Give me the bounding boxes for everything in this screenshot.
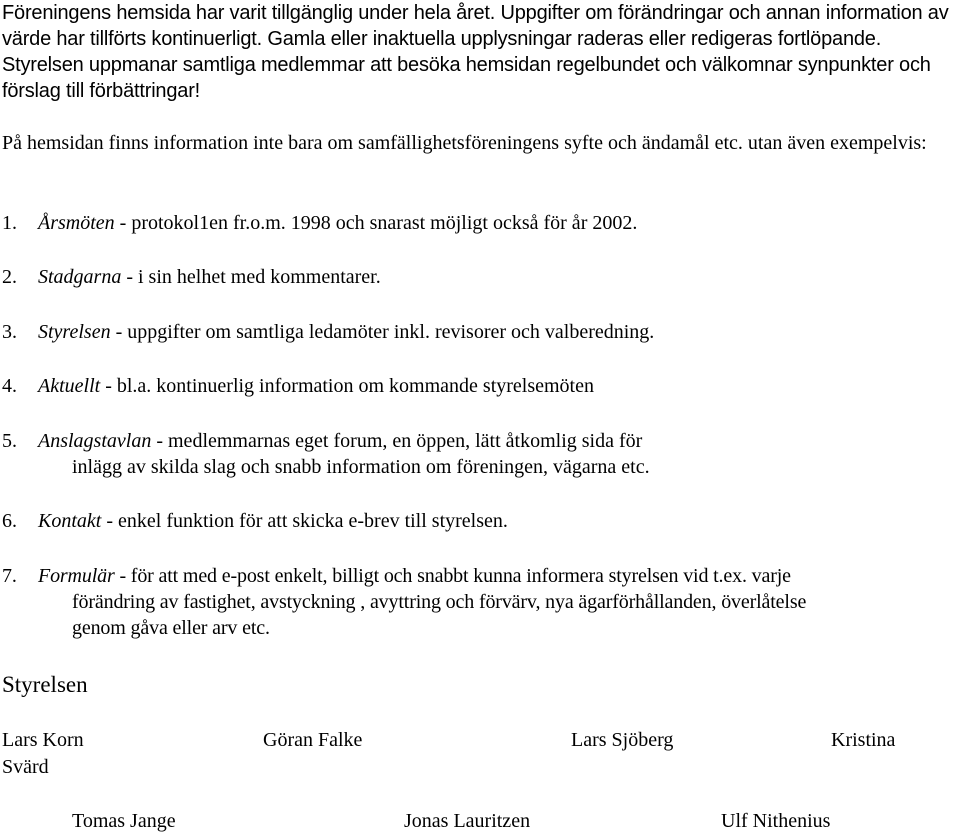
item-text: - enkel funktion för att skicka e-brev till styrelsen. — [101, 510, 508, 532]
list-item — [2, 319, 960, 345]
board-member-name: Tomas Jange — [72, 810, 176, 832]
item-number: 3. — [2, 321, 17, 343]
item-continuation: förändring av fastighet, avstyckning , avyttring och förvärv, nya ägarförhållanden, överlåtelse — [72, 591, 807, 613]
intro-paragraph: Föreningens hemsida har varit tillgänglig under hela året. Uppgifter om förändringar och annan information av värde har tillförts kontinuerligt. Gamla eller inaktuella upplysningar raderas eller redigeras fortlöpande. Styrelsen uppmanar samtliga medlemmar att besöka hemsidan regelbundet och välkomnar synpunkter och förslag till förbättringar! — [2, 2, 949, 102]
item-text: - bl.a. kontinuerlig information om kommande styrelsemöten — [100, 375, 594, 397]
item-number: 7. — [2, 565, 17, 587]
item-continuation-2: genom gåva eller arv etc. — [72, 617, 270, 639]
board-member-name-wrap: Svärd — [2, 756, 49, 778]
item-title: Stadgarna — [38, 266, 122, 288]
intro-paragraph-2: På hemsidan finns information inte bara om samfällighetsföreningens syfte och ändamål etc. utan även exempelvis: — [2, 132, 927, 154]
list-item — [2, 373, 960, 399]
board-member-name: Kristina — [831, 729, 896, 751]
item-number: 2. — [2, 266, 17, 288]
item-title: Formulär — [38, 565, 115, 587]
board-member-name: Göran Falke — [263, 729, 363, 751]
item-continuation: inlägg av skilda slag och snabb information om föreningen, vägarna etc. — [72, 456, 650, 478]
item-title: Årsmöten — [38, 212, 115, 234]
board-member-name: Jonas Lauritzen — [404, 810, 531, 832]
list-item — [2, 508, 960, 534]
item-title: Aktuellt — [38, 375, 101, 397]
item-text: - medlemmarnas eget forum, en öppen, lätt åtkomlig sida för — [151, 430, 643, 452]
item-number: 1. — [2, 212, 17, 234]
list-item — [2, 428, 960, 480]
item-title: Anslagstavlan — [38, 430, 152, 452]
item-number: 6. — [2, 510, 17, 532]
item-text: - för att med e-post enkelt, billigt och snabbt kunna informera styrelsen vid t.ex. varje — [114, 565, 791, 587]
item-text: - i sin helhet med kommentarer. — [121, 266, 381, 288]
item-title: Kontakt — [38, 510, 102, 532]
item-number: 4. — [2, 375, 17, 397]
item-text: - protokol1en fr.o.m. 1998 och snarast möjligt också för år 2002. — [114, 212, 638, 234]
board-heading: Styrelsen — [2, 672, 88, 697]
board-member-name: Lars Sjöberg — [571, 729, 674, 751]
item-title: Styrelsen — [38, 321, 111, 343]
board-member-name: Lars Korn — [2, 729, 84, 751]
item-number: 5. — [2, 430, 17, 452]
item-text: - uppgifter om samtliga ledamöter inkl. revisorer och valberedning. — [110, 321, 655, 343]
list-item — [2, 210, 960, 236]
list-item — [2, 563, 960, 641]
board-member-name: Ulf Nithenius — [721, 810, 831, 832]
list-item — [2, 264, 960, 290]
